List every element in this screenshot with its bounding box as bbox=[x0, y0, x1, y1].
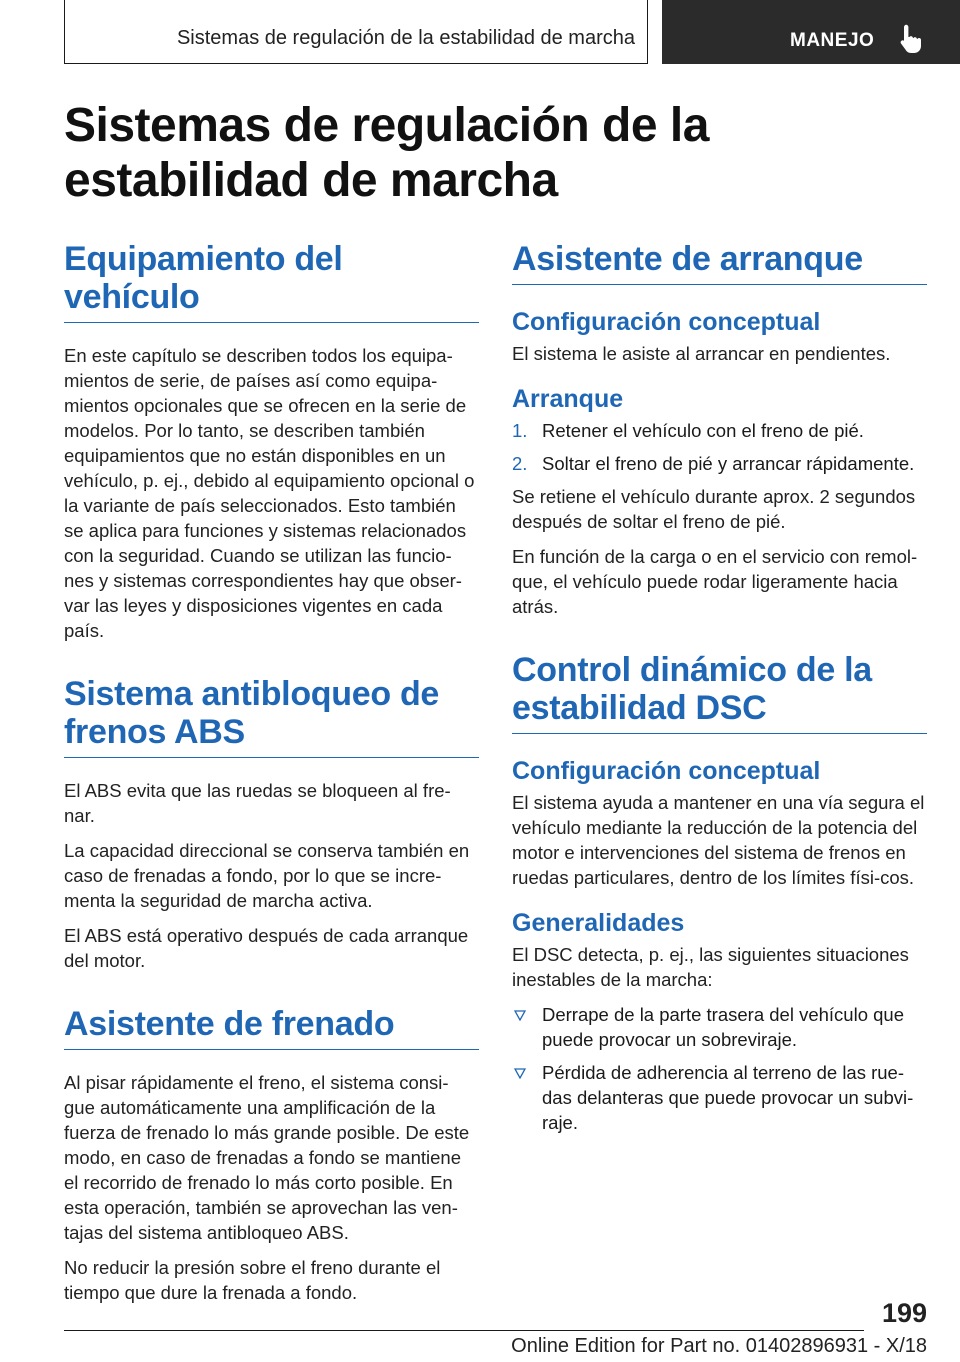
step-text: Soltar el freno de pié y arrancar rápidamente. bbox=[542, 453, 915, 474]
triangle-bullet-icon bbox=[514, 1009, 526, 1021]
step-text: Retener el vehículo con el freno de pié. bbox=[542, 420, 864, 441]
right-column bbox=[512, 240, 927, 1143]
list-item bbox=[512, 1060, 927, 1135]
left-column bbox=[64, 240, 479, 1305]
bullet-text: Derrape de la parte trasera del vehículo que puede provocar un sobreviraje. bbox=[542, 1004, 904, 1050]
page-number: 199 bbox=[881, 1298, 927, 1328]
heading-abs: Sistema antibloqueo de frenos ABS bbox=[64, 675, 479, 758]
arranque-steps bbox=[512, 418, 927, 476]
subheading-generalidades: Generalidades bbox=[512, 909, 685, 937]
chapter-tab-label: MANEJO bbox=[790, 30, 875, 51]
paragraph-generalidades: El DSC detecta, p. ej., las siguientes situaciones inestables de la marcha: bbox=[512, 944, 909, 990]
heading-dsc: Control dinámico de la estabilidad DSC bbox=[512, 651, 927, 734]
paragraph-abs-2: La capacidad direccional se conserva también en caso de frenadas a fondo, por lo que se incre-menta la seguridad de marcha activa. bbox=[64, 840, 470, 911]
page-header bbox=[0, 0, 960, 66]
pointing-hand-icon bbox=[894, 24, 926, 56]
bullet-text: Pérdida de adherencia al terreno de las rue-das delanteras que puede provocar un subvi-raje. bbox=[542, 1062, 914, 1133]
subheading-configuracion-dsc: Configuración conceptual bbox=[512, 757, 821, 785]
paragraph-abs-1: El ABS evita que las ruedas se bloqueen al fre-nar. bbox=[64, 780, 451, 826]
heading-equipamiento: Equipamiento del vehículo bbox=[64, 240, 479, 323]
paragraph-arranque-1: Se retiene el vehículo durante aprox. 2 segundos después de soltar el freno de pié. bbox=[512, 486, 916, 532]
page-title: Sistemas de regulación de la estabilidad de marcha bbox=[64, 99, 709, 207]
list-item bbox=[512, 451, 927, 476]
chapter-tab[interactable] bbox=[662, 0, 960, 64]
triangle-bullet-icon bbox=[514, 1067, 526, 1079]
paragraph-configuracion-arranque: El sistema le asiste al arrancar en pendientes. bbox=[512, 343, 891, 364]
subheading-configuracion-arranque: Configuración conceptual bbox=[512, 308, 821, 336]
footer-edition: Online Edition for Part no. 01402896931 - X/18 bbox=[511, 1335, 927, 1357]
paragraph-configuracion-dsc: El sistema ayuda a mantener en una vía segura el vehículo mediante la reducción de la potencia del motor e intervenciones del sistema de frenos en ruedas particulares, dentro de los límites físi-cos. bbox=[512, 792, 925, 888]
header-section-box bbox=[64, 0, 648, 64]
list-item bbox=[512, 418, 927, 443]
list-item bbox=[512, 1002, 927, 1052]
paragraph-arranque-2: En función de la carga o en el servicio con remol-que, el vehículo puede rodar ligeramente hacia atrás. bbox=[512, 546, 918, 617]
heading-asistente-arranque: Asistente de arranque bbox=[512, 240, 927, 285]
step-number: 2. bbox=[512, 453, 528, 474]
step-number: 1. bbox=[512, 420, 528, 441]
subheading-arranque: Arranque bbox=[512, 385, 624, 413]
paragraph-equipamiento: En este capítulo se describen todos los equipa-mientos de serie, de países así como equipa-mientos opcionales que se ofrecen en la serie de modelos. Por lo tanto, se describen también equipamientos que no están disponibles en un vehículo, p. ej., debido al equipamiento opcional o la variante de país seleccionados. Esto también se aplica para funciones y sistemas relacionados con la seguridad. Cuando se utilizan las funcio-nes y sistemas correspondientes hay que obser-var las leyes y disposiciones vigentes en cada país. bbox=[64, 345, 475, 641]
footer-divider bbox=[64, 1330, 864, 1331]
heading-asistente-frenado: Asistente de frenado bbox=[64, 1005, 479, 1050]
paragraph-frenado-2: No reducir la presión sobre el freno durante el tiempo que dure la frenada a fondo. bbox=[64, 1257, 441, 1303]
paragraph-frenado-1: Al pisar rápidamente el freno, el sistema consi-gue automáticamente una amplificación de la fuerza de frenado lo más grande posible. De este modo, en caso de frenadas a fondo se mantiene el recorrido de frenado lo más corto posible. En esta operación, también se aprovechan las ven-tajas del sistema antibloqueo ABS. bbox=[64, 1072, 470, 1243]
dsc-bullets bbox=[512, 1002, 927, 1135]
header-section-title: Sistemas de regulación de la estabilidad de marcha bbox=[176, 27, 635, 49]
paragraph-abs-3: El ABS está operativo después de cada arranque del motor. bbox=[64, 925, 469, 971]
